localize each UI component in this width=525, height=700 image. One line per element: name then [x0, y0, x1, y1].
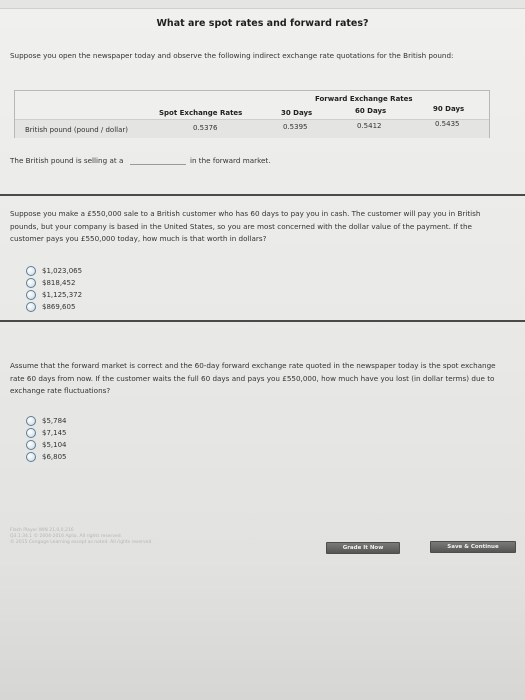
col-60-days: 60 Days [355, 107, 387, 115]
copyright-footer [10, 528, 153, 546]
q1-option[interactable] [26, 301, 82, 313]
q2-option-label: $5,784 [42, 417, 67, 425]
q2-option[interactable] [26, 439, 67, 451]
save-and-continue-button[interactable]: Save & Continue [430, 541, 516, 553]
radio-button-icon[interactable] [26, 416, 36, 426]
fill-in-sentence [10, 156, 490, 165]
q1-option[interactable] [26, 265, 82, 277]
q1-option-label: $869,605 [42, 303, 76, 311]
q2-option[interactable] [26, 427, 67, 439]
q2-option-label: $6,805 [42, 453, 67, 461]
top-margin [0, 0, 525, 9]
forward-30-value: 0.5395 [283, 123, 308, 131]
footer-line: Q3.1.34.1 © 2004-2016 Aplia. All rights reserved. [10, 534, 123, 539]
row-label: British pound (pound / dollar) [25, 126, 128, 134]
premium-discount-dropdown[interactable] [130, 156, 186, 165]
intro-text: Suppose you open the newspaper today and observe the following indirect exchange rate quotations for the British pound: [10, 51, 454, 60]
section-divider-1 [0, 194, 525, 196]
radio-button-icon[interactable] [26, 452, 36, 462]
radio-button-icon[interactable] [26, 290, 36, 300]
col-30-days: 30 Days [281, 109, 313, 117]
radio-button-icon[interactable] [26, 278, 36, 288]
forward-60-value: 0.5412 [357, 122, 382, 130]
forward-90-value: 0.5435 [435, 120, 460, 128]
grade-it-now-button[interactable]: Grade It Now [326, 542, 400, 554]
radio-button-icon[interactable] [26, 266, 36, 276]
exchange-rate-table [14, 90, 490, 138]
section-divider-2 [0, 320, 525, 322]
question-2-text: Assume that the forward market is correct and the 60-day forward exchange rate quoted in the newspaper today is the spot exchange rate 60 days from now. If the customer waits the full 60 days and pays you £550,000, how much have you lost (in dollar terms) due to exchange rate fluctuations? [10, 361, 496, 395]
radio-button-icon[interactable] [26, 428, 36, 438]
footer-line: © 2015 Cengage Learning except as noted. All rights reserved. [10, 540, 153, 545]
q1-option[interactable] [26, 277, 82, 289]
q1-option-label: $1,023,065 [42, 267, 83, 275]
page-title: What are spot rates and forward rates? [156, 18, 369, 29]
q1-option-label: $818,452 [42, 279, 76, 287]
q1-option-label: $1,125,372 [42, 291, 83, 299]
question-1-text: Suppose you make a £550,000 sale to a British customer who has 60 days to pay you in cash. The customer will pay you in British pounds, but your company is based in the United States, so you are most concerned with the dollar value of the payment. If the customer pays you £550,000 today, how much is that worth in dollars? [10, 209, 481, 243]
q2-option-label: $7,145 [42, 429, 67, 437]
footer-line: Flash Player WIN 21,0,0,216 [10, 528, 74, 533]
q2-option-label: $5,104 [42, 441, 67, 449]
fill-in-prefix: The British pound is selling at a [10, 156, 124, 165]
question-1-options [26, 265, 82, 313]
col-90-days: 90 Days [433, 105, 465, 113]
question-2-options [26, 415, 67, 463]
spot-rate-value: 0.5376 [193, 124, 218, 132]
radio-button-icon[interactable] [26, 302, 36, 312]
fill-in-suffix: in the forward market. [189, 156, 271, 165]
q1-option[interactable] [26, 289, 82, 301]
forward-rates-heading: Forward Exchange Rates [315, 95, 413, 103]
spot-rates-heading: Spot Exchange Rates [159, 109, 243, 117]
q2-option[interactable] [26, 415, 67, 427]
q2-option[interactable] [26, 451, 67, 463]
radio-button-icon[interactable] [26, 440, 36, 450]
